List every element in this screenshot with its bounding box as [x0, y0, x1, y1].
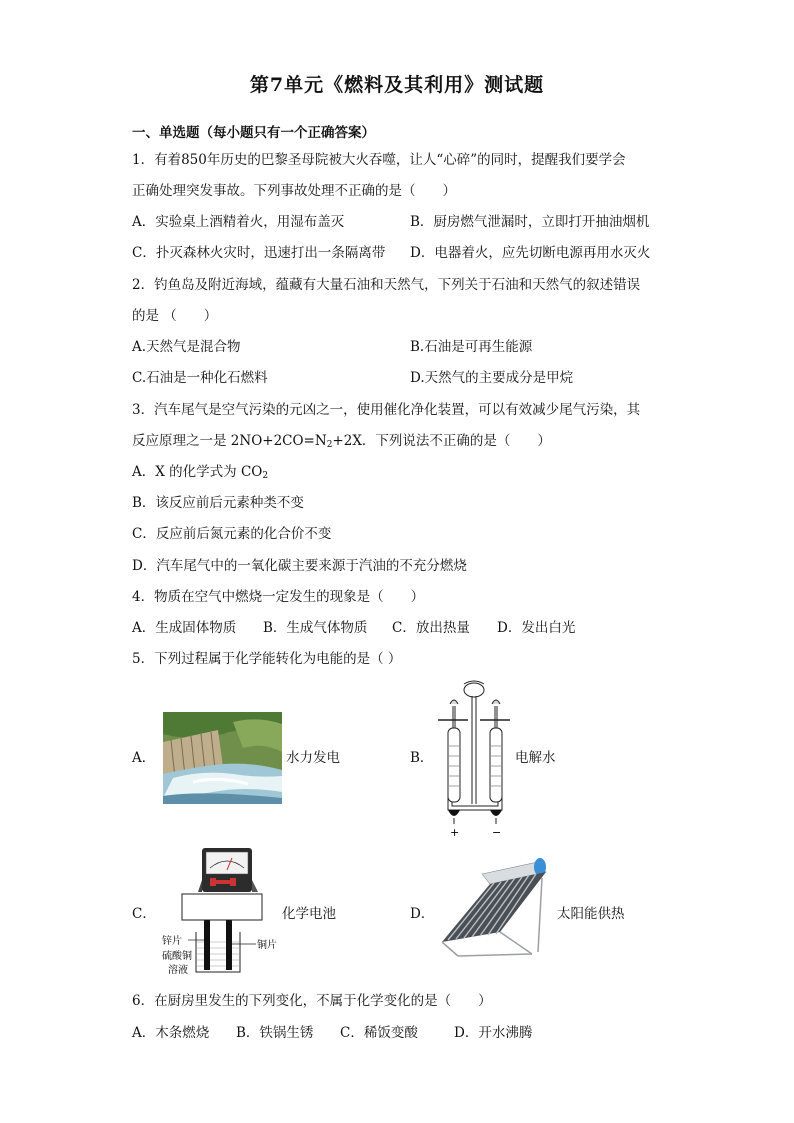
q5-option-b-letter: B．	[410, 750, 434, 766]
hydropower-dam-image	[163, 712, 282, 804]
q4-option-c: C．放出热量	[392, 620, 470, 636]
q3-option-a: A．X 的化学式为 $CO_2$	[132, 464, 269, 481]
q1-stem-line2: 正确处理突发事故。下列事故处理不正确的是（ ）	[132, 183, 456, 199]
q1-option-d: D．电器着火，应先切断电源再用水灭火	[410, 245, 651, 261]
electrolysis-negative-sign: −	[492, 826, 502, 838]
q5-option-c-label: 化学电池	[282, 906, 336, 922]
q4-option-a: A．生成固体物质	[132, 620, 237, 636]
battery-zinc-label: 锌片	[162, 936, 182, 947]
electrolysis-positive-sign: +	[450, 826, 460, 838]
q4-option-b: B．生成气体物质	[263, 620, 368, 636]
q5-option-a-label: 水力发电	[286, 750, 340, 766]
q6-stem: 6．在厨房里发生的下列变化，不属于化学变化的是（ ）	[132, 993, 492, 1009]
battery-solution-label-2: 溶液	[168, 965, 188, 976]
q1-option-b: B．厨房燃气泄漏时，立即打开抽油烟机	[410, 214, 650, 230]
q2-option-c: C.石油是一种化石燃料	[132, 370, 268, 386]
q5-option-d-label: 太阳能供热	[557, 906, 625, 922]
q5-option-d-letter: D．	[410, 906, 435, 922]
q3-option-d: D．汽车尾气中的一氧化碳主要来源于汽油的不充分燃烧	[132, 558, 467, 574]
q4-stem: 4．物质在空气中燃烧一定发生的现象是（ ）	[132, 589, 425, 605]
q1-option-c: C．扑灭森林火灾时，迅速打出一条隔离带	[132, 245, 386, 261]
battery-solution-label-1: 硫酸铜	[162, 951, 192, 962]
q5-option-a-letter: A．	[132, 750, 156, 766]
q2-stem-line1: 2．钓鱼岛及附近海域，蕴藏有大量石油和天然气，下列关于石油和天然气的叙述错误	[132, 277, 641, 293]
q6-option-b: B．铁锅生锈	[236, 1025, 314, 1041]
q3-option-b: B．该反应前后元素种类不变	[132, 495, 304, 511]
page-title: 第7单元《燃料及其利用》测试题	[249, 74, 545, 96]
q5-stem: 5．下列过程属于化学能转化为电能的是（ ）	[132, 651, 402, 667]
q3-stem-line2: 反应原理之一是 $2NO+2CO=N_2+2X$．下列说法不正确的是（ ）	[132, 433, 551, 450]
q2-option-a: A.天然气是混合物	[132, 339, 241, 355]
battery-copper-label: 铜片	[257, 940, 277, 951]
q5-option-b-label: 电解水	[515, 750, 556, 766]
q3-stem-line1: 3．汽车尾气是空气污染的元凶之一，使用催化净化装置，可以有效减少尾气污染，其	[132, 402, 641, 418]
q1-option-a: A．实验桌上酒精着火，用湿布盖灭	[132, 214, 345, 230]
q2-option-b: B.石油是可再生能源	[410, 339, 533, 355]
q2-option-d: D.天然气的主要成分是甲烷	[410, 370, 574, 386]
q1-stem-line1: 1．有着850年历史的巴黎圣母院被大火吞噬，让人“心碎”的同时，提醒我们要学会	[132, 152, 626, 168]
q5-option-c-letter: C．	[132, 906, 156, 922]
chemical-battery-diagram	[160, 846, 282, 980]
electrolysis-apparatus-diagram	[428, 676, 510, 838]
q3-option-c: C．反应前后氮元素的化合价不变	[132, 526, 332, 542]
q6-option-d: D．开水沸腾	[454, 1025, 533, 1041]
q6-option-c: C．稀饭变酸	[340, 1025, 418, 1041]
q6-option-a: A．木条燃烧	[132, 1025, 210, 1041]
section-heading: 一、单选题（每小题只有一个正确答案）	[132, 125, 375, 141]
q2-stem-line2: 的是 （ ）	[132, 308, 218, 324]
solar-water-heater-image	[438, 856, 550, 960]
q4-option-d: D．发出白光	[497, 620, 576, 636]
